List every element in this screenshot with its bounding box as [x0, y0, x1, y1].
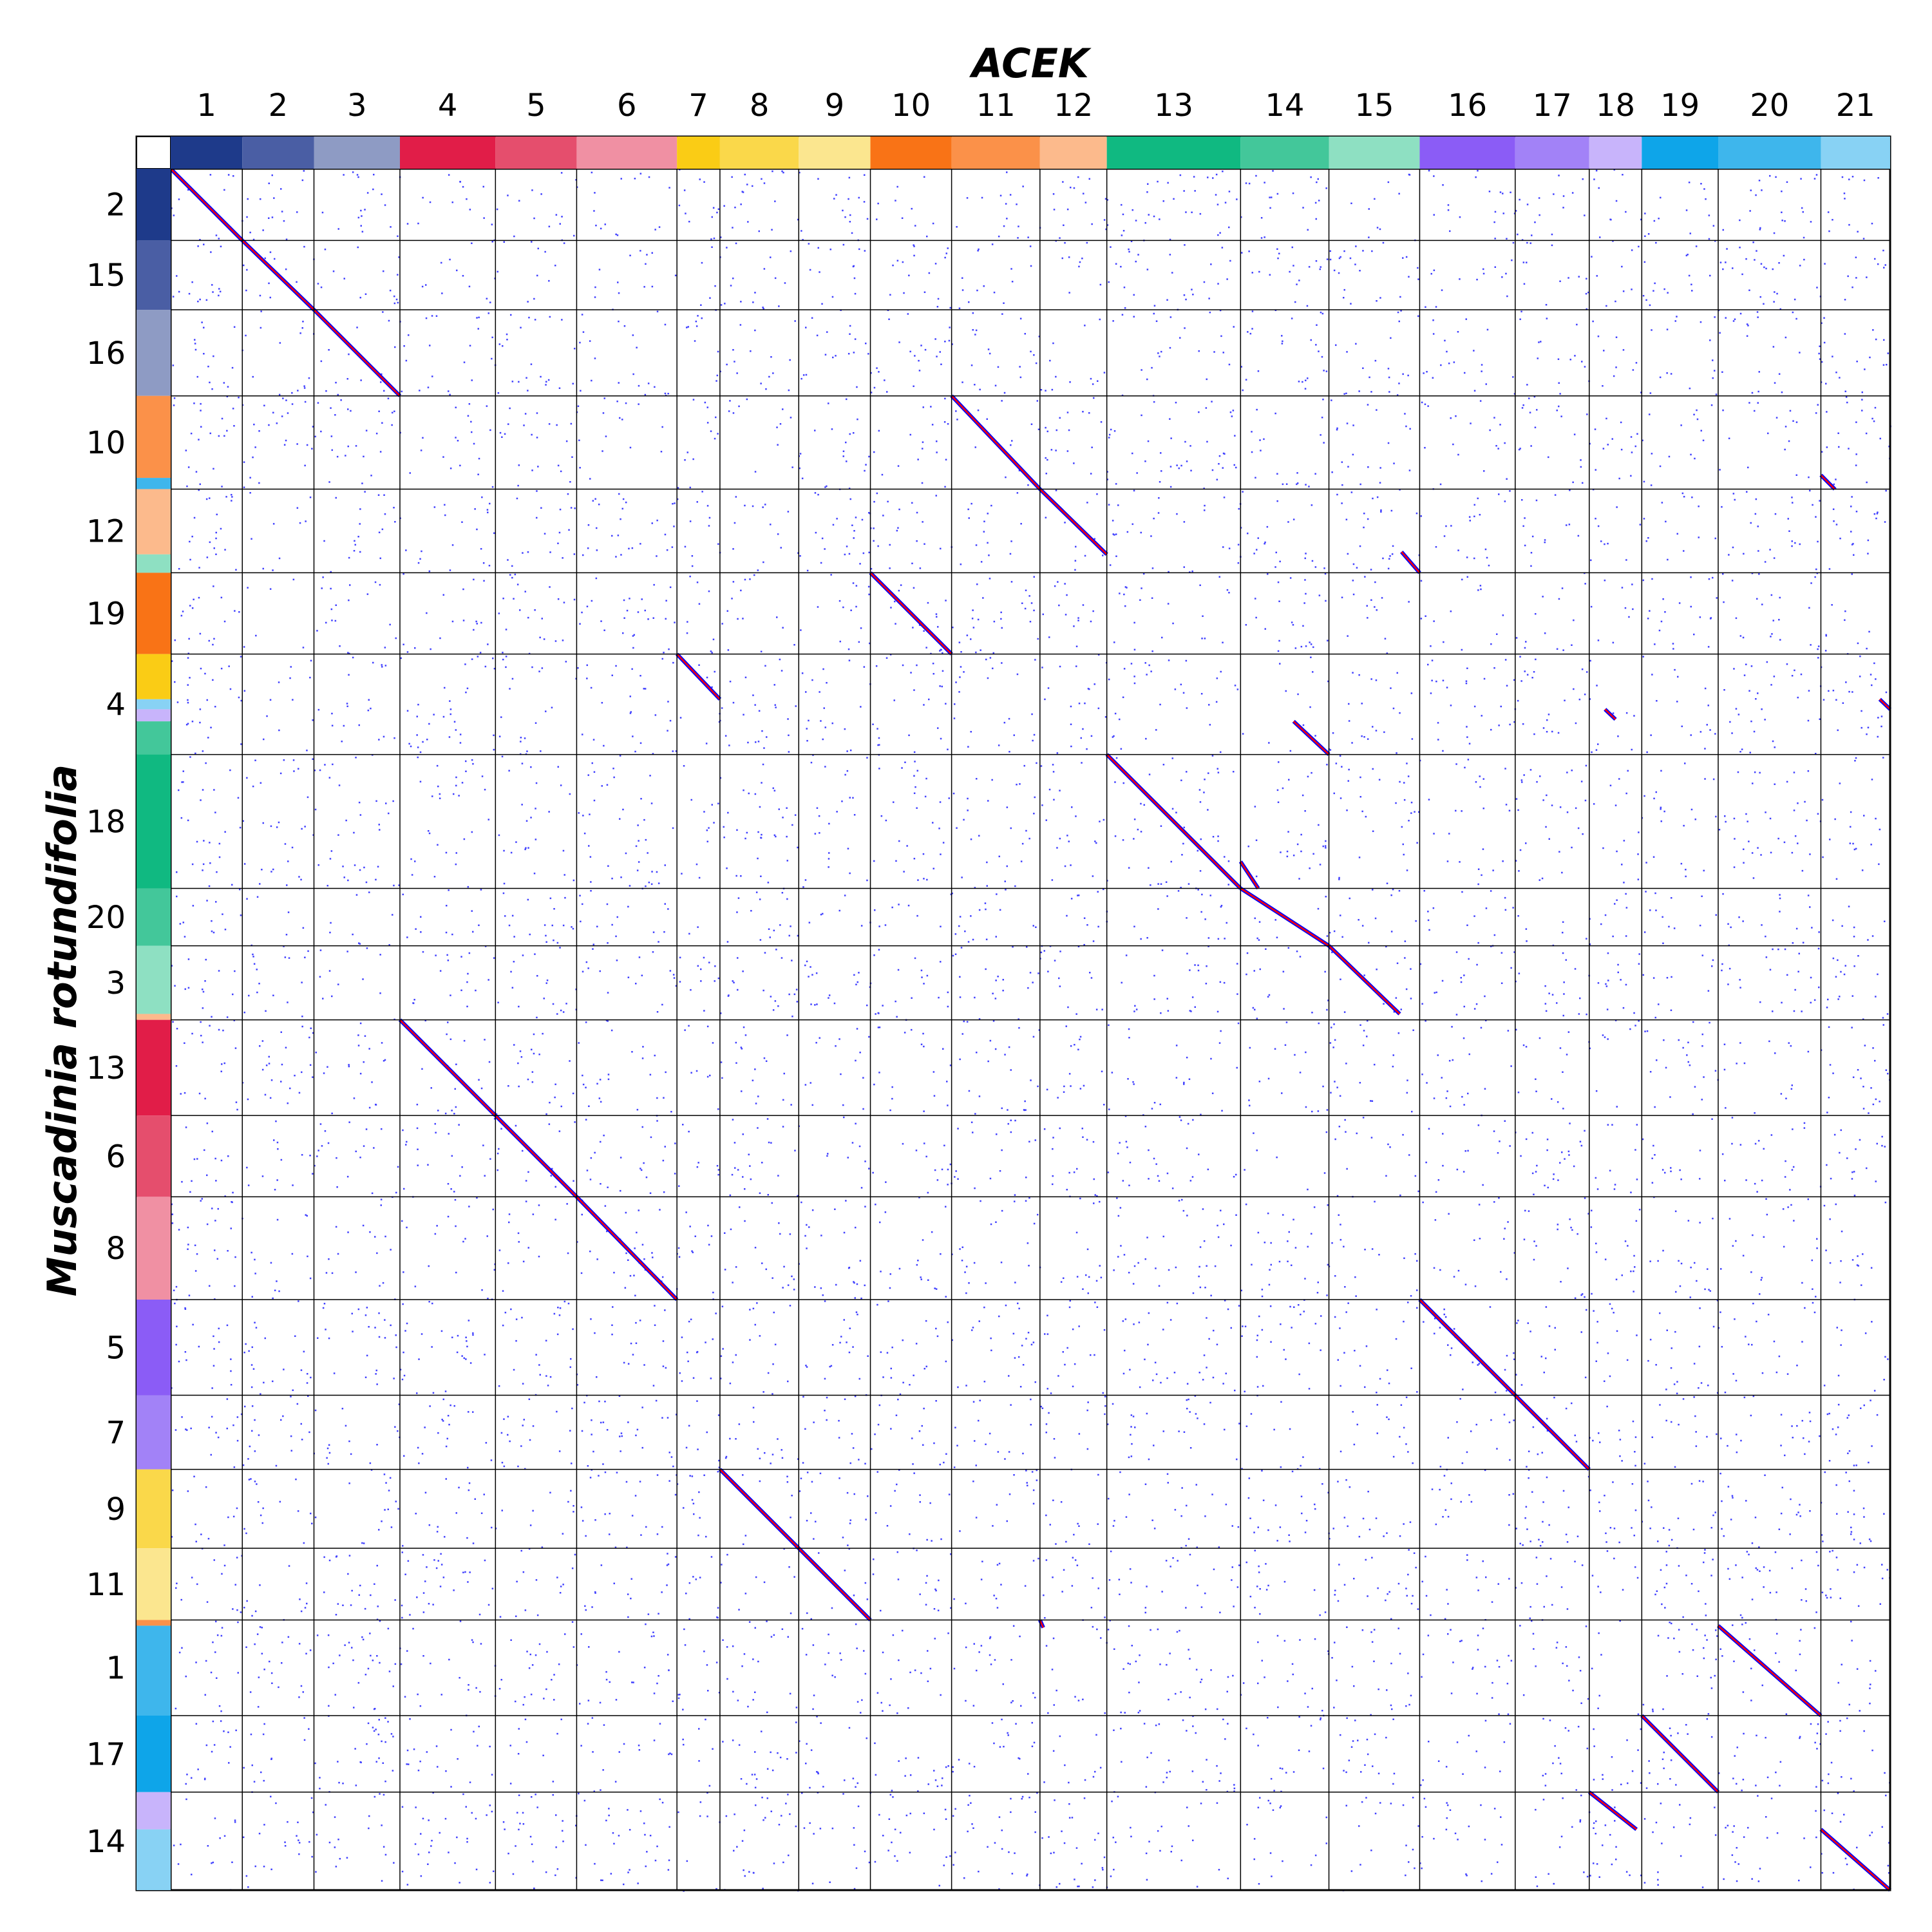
- x-tick-label-6: 6: [617, 88, 637, 124]
- y-chrom-bar-4-seg-0: [137, 654, 171, 699]
- y-chrom-bar-14-seg-1: [137, 1830, 171, 1890]
- y-chrom-bar-6-seg-0: [137, 1115, 171, 1197]
- y-chrom-bar-19-seg-0: [137, 573, 171, 654]
- y-tick-label-3: 3: [106, 965, 126, 1002]
- y-tick-label-18: 18: [86, 804, 126, 840]
- y-chrom-bar-7-seg-0: [137, 1396, 171, 1470]
- x-chrom-bar-20: [1718, 137, 1821, 169]
- y-tick-label-17: 17: [86, 1736, 126, 1773]
- y-chrom-bar-14-seg-0: [137, 1792, 171, 1830]
- x-tick-label-7: 7: [688, 88, 708, 124]
- x-chrom-bar-16: [1419, 137, 1515, 169]
- y-chrom-bar-12-seg-1: [137, 554, 171, 573]
- x-tick-label-18: 18: [1596, 88, 1636, 124]
- y-chrom-bar-11-seg-0: [137, 1548, 171, 1620]
- x-chrom-bar-8: [720, 137, 799, 169]
- y-tick-label-9: 9: [106, 1491, 126, 1528]
- y-chrom-bar-16-seg-0: [137, 310, 171, 396]
- y-chrom-bar-8-seg-0: [137, 1197, 171, 1300]
- x-axis-title: ACEK: [972, 40, 1089, 87]
- y-tick-label-7: 7: [106, 1415, 126, 1452]
- x-chrom-bar-11: [952, 137, 1040, 169]
- x-chrom-bar-14: [1240, 137, 1329, 169]
- x-chrom-bar-1: [171, 137, 242, 169]
- x-chrom-bar-18: [1589, 137, 1642, 169]
- y-chrom-bar-1-seg-0: [137, 1620, 171, 1625]
- y-tick-label-12: 12: [86, 513, 126, 550]
- y-tick-label-10: 10: [86, 425, 126, 462]
- y-tick-label-5: 5: [106, 1330, 126, 1367]
- x-chrom-bar-15: [1329, 137, 1420, 169]
- y-chrom-bar-3-seg-1: [137, 1014, 171, 1019]
- y-chrom-bar-9-seg-0: [137, 1470, 171, 1549]
- x-chrom-bar-9: [799, 137, 870, 169]
- y-chrom-bar-18-seg-0: [137, 755, 171, 889]
- x-tick-label-20: 20: [1750, 88, 1790, 124]
- y-chrom-bar-4-seg-3: [137, 721, 171, 754]
- x-chrom-bar-17: [1515, 137, 1589, 169]
- x-chrom-bar-7: [677, 137, 720, 169]
- y-chrom-bar-4-seg-1: [137, 699, 171, 710]
- x-chrom-bar-21: [1821, 137, 1890, 169]
- x-tick-label-19: 19: [1660, 88, 1700, 124]
- x-tick-label-12: 12: [1054, 88, 1094, 124]
- y-chrom-bar-17-seg-0: [137, 1716, 171, 1792]
- x-tick-label-13: 13: [1153, 88, 1194, 124]
- y-chrom-bar-13-seg-0: [137, 1020, 171, 1116]
- y-tick-label-14: 14: [86, 1823, 126, 1860]
- y-chrom-bar-15-seg-0: [137, 240, 171, 310]
- x-tick-label-1: 1: [196, 88, 216, 124]
- x-chrom-bar-5: [495, 137, 576, 169]
- y-tick-label-2: 2: [106, 187, 126, 223]
- x-tick-label-4: 4: [437, 88, 458, 124]
- y-tick-label-4: 4: [106, 687, 126, 723]
- x-tick-label-17: 17: [1532, 88, 1572, 124]
- x-tick-label-16: 16: [1448, 88, 1488, 124]
- y-axis-title: Muscadinia rotundifolia: [39, 764, 86, 1297]
- x-tick-label-11: 11: [976, 88, 1016, 124]
- background-layer: [171, 169, 1890, 1890]
- y-tick-label-13: 13: [86, 1050, 126, 1086]
- y-chrom-bar-2-seg-0: [137, 169, 171, 240]
- x-tick-label-8: 8: [749, 88, 770, 124]
- y-chrom-bar-12-seg-0: [137, 489, 171, 554]
- y-chrom-bar-20-seg-0: [137, 888, 171, 945]
- y-tick-label-6: 6: [106, 1139, 126, 1175]
- x-chrom-bar-12: [1040, 137, 1107, 169]
- y-tick-label-11: 11: [86, 1566, 126, 1603]
- x-tick-label-2: 2: [268, 88, 289, 124]
- y-chrom-bar-10-seg-0: [137, 396, 171, 478]
- x-chrom-bar-10: [871, 137, 952, 169]
- y-tick-label-19: 19: [86, 596, 126, 632]
- x-tick-label-5: 5: [526, 88, 546, 124]
- x-tick-label-21: 21: [1835, 88, 1875, 124]
- x-chrom-bar-4: [400, 137, 495, 169]
- x-tick-label-14: 14: [1265, 88, 1305, 124]
- y-tick-label-8: 8: [106, 1231, 126, 1267]
- x-tick-label-3: 3: [346, 88, 367, 124]
- x-tick-label-15: 15: [1354, 88, 1394, 124]
- x-chrom-bar-19: [1642, 137, 1718, 169]
- y-tick-label-16: 16: [86, 335, 126, 372]
- x-tick-label-10: 10: [891, 88, 931, 124]
- x-chrom-bar-3: [314, 137, 401, 169]
- x-chrom-bar-6: [576, 137, 677, 169]
- y-tick-label-15: 15: [86, 258, 126, 294]
- y-chrom-bar-1-seg-1: [137, 1625, 171, 1716]
- corner-cell: [137, 137, 171, 169]
- x-chrom-bar-2: [242, 137, 314, 169]
- y-tick-label-20: 20: [86, 900, 126, 936]
- y-tick-label-1: 1: [106, 1650, 126, 1687]
- y-chrom-bar-3-seg-0: [137, 946, 171, 1014]
- y-chrom-bar-5-seg-0: [137, 1300, 171, 1396]
- x-chrom-bar-13: [1107, 137, 1241, 169]
- y-chrom-bar-4-seg-2: [137, 709, 171, 721]
- x-tick-label-9: 9: [824, 88, 845, 124]
- y-chrom-bar-10-seg-1: [137, 478, 171, 489]
- plot-area: [171, 169, 1890, 1890]
